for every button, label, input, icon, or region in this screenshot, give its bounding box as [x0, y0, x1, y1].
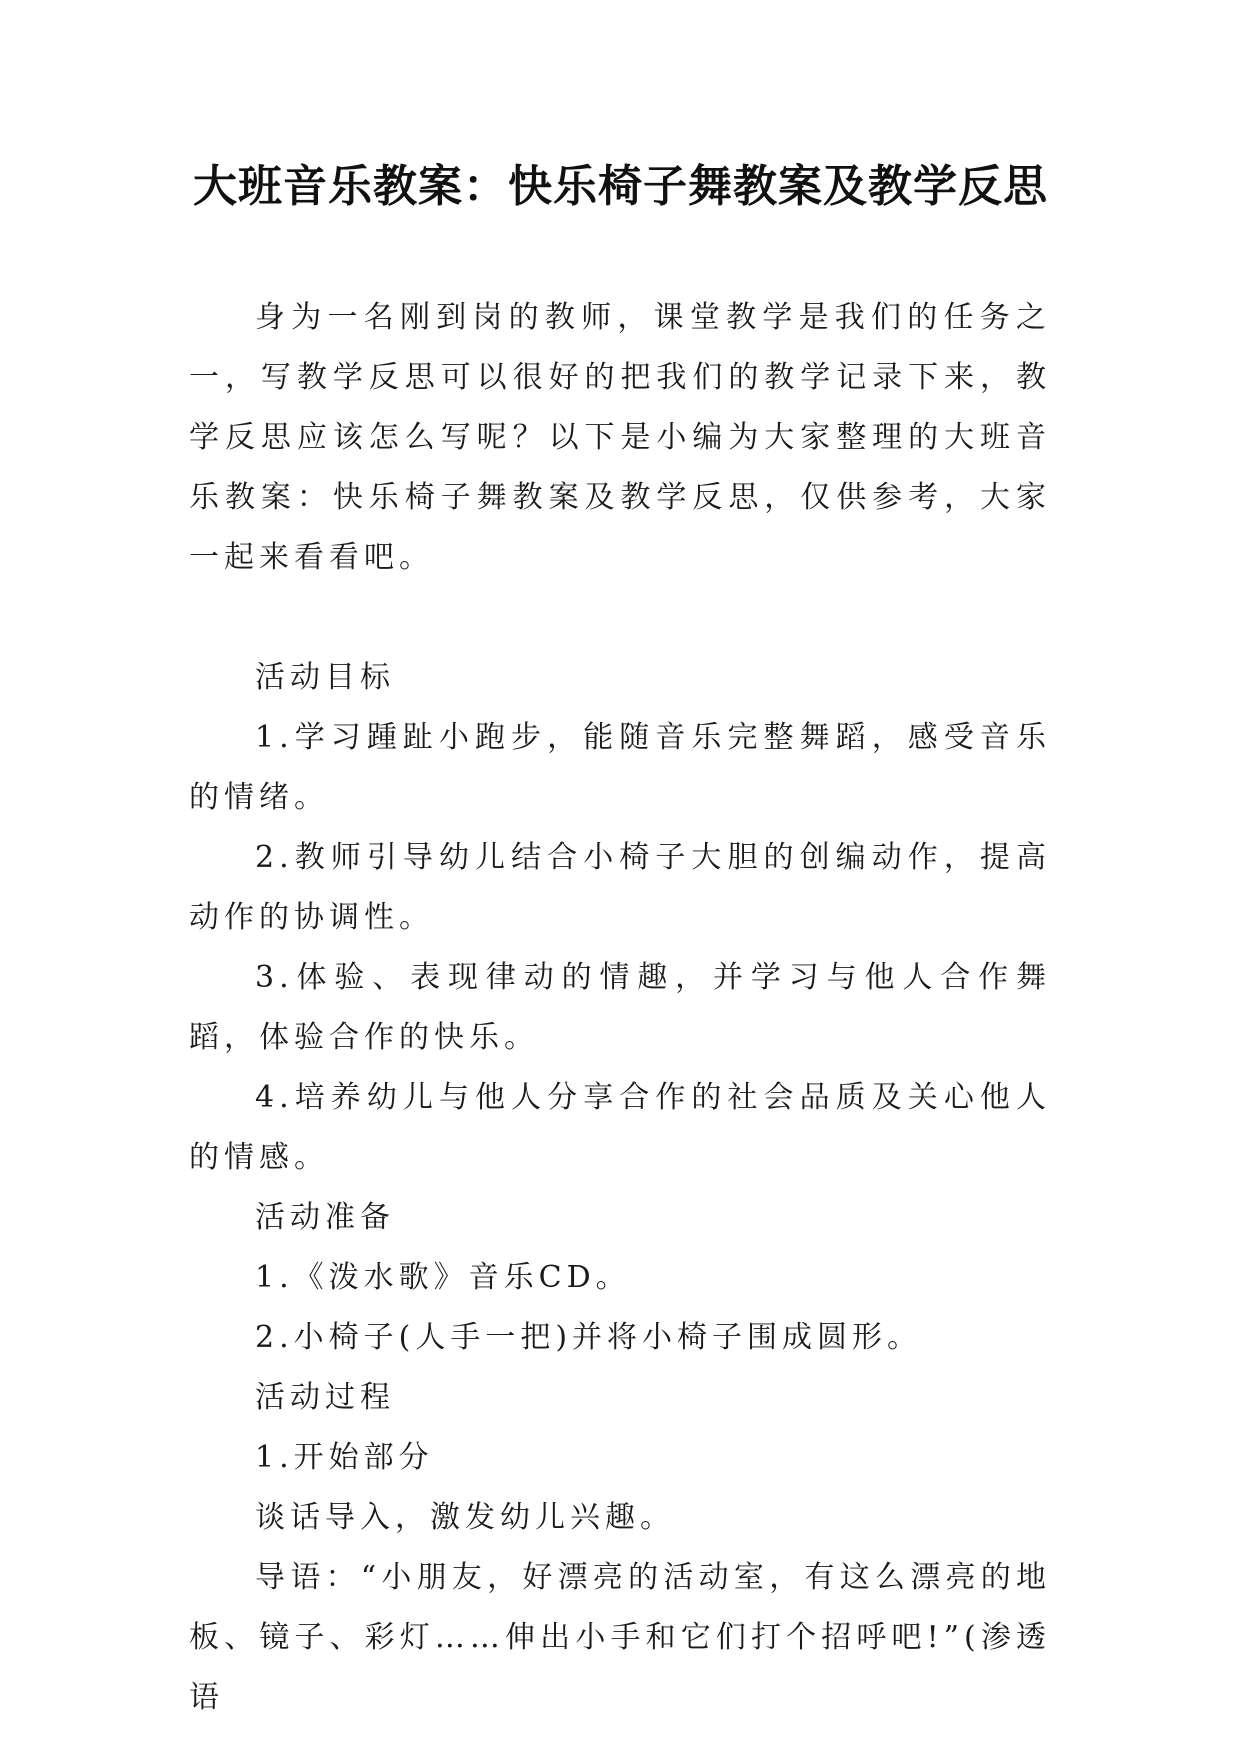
intro-paragraph: 身为一名刚到岗的教师，课堂教学是我们的任务之一，写教学反思可以很好的把我们的教学记录下来，教学反思应该怎么写呢？以下是小编为大家整理的大班音乐教案：快乐椅子舞教案及教学反思，仅供参考，大家一起来看看吧。	[189, 300, 1051, 575]
preparation-item: 1.《泼水歌》音乐CD。	[255, 1260, 631, 1295]
goals-heading: 活动目标	[255, 660, 395, 695]
goal-item: 4.培养幼儿与他人分享合作的社会品质及关心他人的情感。	[189, 1080, 1051, 1175]
process-item: 谈话导入，激发幼儿兴趣。	[255, 1500, 675, 1535]
preparation-item: 2.小椅子(人手一把)并将小椅子围成圆形。	[255, 1320, 923, 1355]
goal-item: 3.体验、表现律动的情趣，并学习与他人合作舞蹈，体验合作的快乐。	[189, 960, 1051, 1055]
process-heading: 活动过程	[255, 1380, 395, 1415]
goal-item: 2.教师引导幼儿结合小椅子大胆的创编动作，提高动作的协调性。	[189, 840, 1051, 935]
document-title: 大班音乐教案：快乐椅子舞教案及教学反思	[193, 161, 1048, 212]
document-body	[189, 288, 1051, 1728]
preparation-heading: 活动准备	[255, 1200, 395, 1235]
process-item: 导语：“小朋友，好漂亮的活动室，有这么漂亮的地板、镜子、彩灯……伸出小手和它们打个招呼吧!”(渗透语	[189, 1560, 1051, 1715]
process-item: 1.开始部分	[255, 1440, 434, 1475]
goal-item: 1.学习踵趾小跑步，能随音乐完整舞蹈，感受音乐的情绪。	[189, 720, 1051, 815]
